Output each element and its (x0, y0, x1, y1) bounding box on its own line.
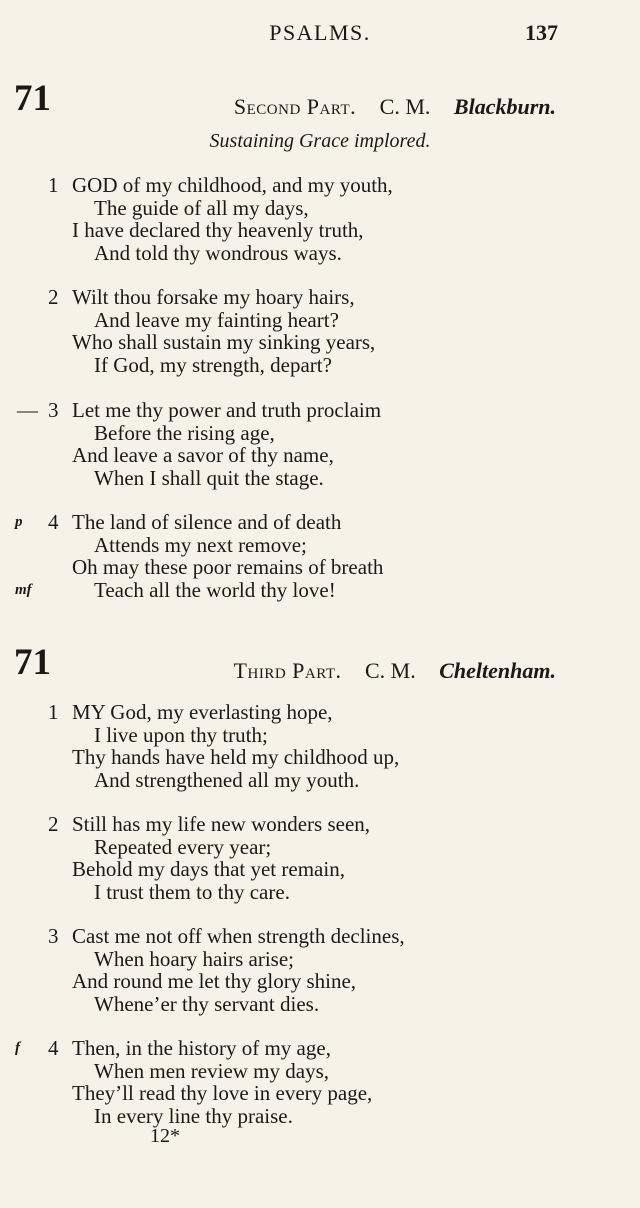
hymn-line: Teach all the world thy love! (94, 577, 336, 602)
verse-number: 4 (48, 510, 59, 534)
stanza (0, 399, 640, 489)
hymn-header (0, 80, 640, 126)
hymn-number: 71 (14, 78, 51, 119)
hymn-line: GOD of my childhood, and my youth, (72, 173, 393, 197)
stanza (0, 174, 640, 264)
verse-number: 2 (48, 285, 59, 309)
verse-number: 1 (48, 173, 59, 197)
verse-number: 3 (48, 924, 59, 948)
hymn-line: And told thy wondrous ways. (94, 240, 342, 265)
hymn-number: 71 (14, 642, 51, 683)
hymn-line: Whene’er thy servant dies. (94, 991, 320, 1016)
hymn-line: Then, in the history of my age, (72, 1036, 331, 1060)
hymn-line: Cast me not off when strength declines, (72, 924, 405, 948)
hymn-meter: C. M. (379, 94, 431, 119)
hymn-line: Still has my life new wonders seen, (72, 812, 371, 836)
dynamic-mark: — (17, 398, 38, 422)
running-head (0, 20, 640, 52)
stanza (0, 701, 640, 791)
hymn-line: And round me let thy glory shine, (72, 969, 357, 994)
hymn-info (234, 94, 556, 120)
hymn-info (234, 658, 556, 684)
hymn-line: The guide of all my days, (94, 195, 309, 220)
verse-number: 4 (48, 1036, 59, 1060)
hymn-line: Let me thy power and truth proclaim (72, 398, 382, 422)
hymn-line: They’ll read thy love in every page, (72, 1081, 373, 1106)
hymn-meter: C. M. (365, 658, 416, 683)
stanza (0, 925, 640, 1015)
verse-number: 1 (48, 700, 59, 724)
hymn-tune: Cheltenham. (439, 658, 556, 683)
hymn-line: When hoary hairs arise; (94, 946, 295, 971)
hymn-line: I trust them to thy care. (94, 879, 290, 904)
dynamic-mark: mf (15, 581, 32, 598)
hymn-line: Wilt thou forsake my hoary hairs, (72, 285, 355, 309)
hymn-line: Who shall sustain my sinking years, (72, 330, 376, 355)
stanza (0, 511, 640, 601)
hymn-line: I live upon thy truth; (94, 722, 268, 747)
hymn-subject: Sustaining Grace implored. (209, 130, 431, 152)
stanza (0, 286, 640, 376)
hymn-line: And leave a savor of thy name, (72, 443, 334, 468)
hymn-line: When men review my days, (94, 1058, 330, 1083)
verse-number: 2 (48, 812, 59, 836)
dynamic-mark: p (15, 514, 23, 530)
hymn-part: Third Part. (233, 658, 342, 683)
stanza (0, 813, 640, 903)
hymn-line: When I shall quit the stage. (94, 465, 324, 490)
running-head-title: PSALMS. (269, 20, 371, 45)
hymn-line: Thy hands have held my childhood up, (72, 745, 400, 770)
hymn-line: And strengthened all my youth. (94, 767, 360, 792)
hymn-line: Behold my days that yet remain, (72, 857, 345, 882)
stanza (0, 1037, 640, 1127)
hymn-line: The land of silence and of death (72, 510, 342, 534)
hymn-line: Attends my next remove; (94, 532, 307, 557)
hymn-line: If God, my strength, depart? (94, 352, 332, 377)
signature-mark: 12* (150, 1125, 180, 1147)
hymn-line: Repeated every year; (94, 834, 272, 859)
hymn-header (0, 644, 640, 690)
hymn-line: MY God, my everlasting hope, (72, 700, 333, 724)
hymn-line: And leave my fainting heart? (94, 307, 339, 332)
hymn-tune: Blackburn. (453, 94, 556, 119)
hymn-line: I have declared thy heavenly truth, (72, 218, 364, 243)
hymn-line: In every line thy praise. (94, 1103, 293, 1128)
page-number: 137 (525, 20, 558, 45)
hymn-line: Oh may these poor remains of breath (72, 555, 384, 580)
hymn-part: Second Part. (233, 94, 357, 119)
verse-number: 3 (48, 398, 59, 422)
hymn-line: Before the rising age, (94, 420, 275, 445)
dynamic-mark: f (15, 1040, 20, 1056)
